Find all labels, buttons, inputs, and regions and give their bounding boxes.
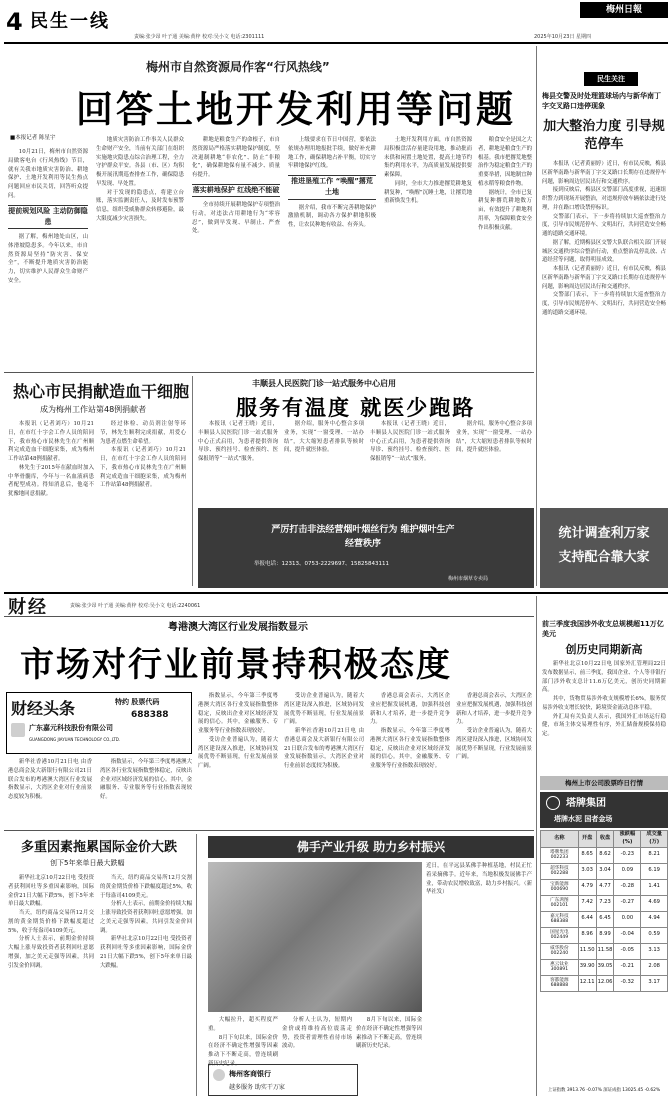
stock-table-row [541, 959, 668, 975]
gold-headline: 多重因素拖累国际金价大跌 [20, 840, 177, 855]
stock-table-cell: 4.69 [641, 895, 668, 911]
company-logo-icon [11, 723, 25, 737]
tobacco-ad [198, 508, 534, 588]
stock-table-cell: 4.79 [578, 879, 596, 895]
stock-table-row [541, 911, 668, 927]
stock-table-cell: 4.77 [596, 879, 614, 895]
stock-table-cell: 8.21 [641, 847, 668, 863]
finance-column-5: 香港总商会表示，大湾区企业应把握发展机遇，加强科技创新和人才培养，进一步提升竞争力。 指数显示，今年第三季度粤港澳大湾区各行业发展指数整体稳定，反映出企业对区域经济发展的信心。其中，金融服务、专业服务等行业指数表现较好。 [370, 693, 450, 769]
stock-table-row [541, 895, 668, 911]
blood-divider [192, 376, 193, 586]
mkt-kicker: 前三季度我国涉外收支总规模超11万亿美元 [542, 620, 664, 638]
stock-table-cell: 8.99 [596, 927, 614, 943]
serve-column-1: 本报讯（记者王晓）近日，丰顺县人民医院门诊一站式服务中心正式启用，为患者提供咨询导诊、预约挂号、检查预约、医保报销等“一站式”服务。 [198, 421, 278, 462]
fosan-caption: 近日，在平远县某佛手种植基地，村民正忙着采摘佛手。近年来，当地积极发展佛手产业，带动农民增收致富，助力乡村振兴。（新华社发） [426, 863, 532, 896]
finance-column-2: 指数显示，今年第三季度粤港澳大湾区各行业发展指数整体稳定，反映出企业对区域经济发展的信心。其中，金融服务、专业服务等行业指数表现较好。 [100, 759, 192, 800]
stock-table-cell: -0.27 [614, 895, 641, 911]
blood-column-1: 本报讯（记者刘巧）10月21日，在市红十字会工作人员的陪同下，我市热心市民林先生在广州顺利完成造血干细胞采集，成为梅州工作站第48例捐献者。 林先生于2015年在献血时加入中华骨髓库，今年与一名血液病患者配型成功。得知消息后，他毫不犹豫地同意捐献。 [8, 421, 94, 497]
stock-table-cell: -0.28 [614, 879, 641, 895]
stock-table-cell: 7.42 [578, 895, 596, 911]
stock-table-caption: 梅州上市公司股票昨日行情 [540, 776, 668, 790]
finance-kicker: 粤港澳大湾区行业发展指数显示 [168, 622, 308, 633]
gold-column-1: 新华社北京10月22日电 受投资者获利回吐等多重因素影响，国际金价21日大幅下跌5%，创下5年来单日最大跌幅。 当天，纽约商品交易所12月交割的黄金期货价格下跌幅度超过5%，收于每盎司4109美元。 分析人士表示，前期金价持续大幅上涨导致投资者获利回吐意愿增强，加之美元走强等因素，共同引发金价回调。 [8, 875, 94, 969]
finance-column-6: 香港总商会表示，大湾区企业应把握发展机遇，加强科技创新和人才培养，进一步提升竞争力。 受访企业普遍认为，随着大湾区建设深入推进，区域协同发展优势不断显现，行业发展前景广阔。 [456, 693, 532, 761]
stock-table-header-cell: 成交量(万) [641, 831, 668, 848]
right-headline: 加大整治力度 引导规范停车 [543, 119, 665, 153]
group-banner [540, 792, 668, 828]
fosan-photo [208, 862, 422, 1012]
finance-column-1: 新华社香港10月21日电 由香港总商会及大新银行有限公司21日联合发布的粤港澳大湾区行业发展指数显示，大湾区企业对行业前景态度较为积极。 [8, 759, 92, 800]
stock-table-header [541, 831, 668, 848]
stock-table-header-cell: 名称 [541, 831, 579, 848]
blood-headline: 热心市民捐献造血干细胞 [12, 382, 189, 401]
bank-ad [208, 1064, 358, 1096]
gold-column-2: 当天，纽约商品交易所12月交割的黄金期货价格下跌幅度超过5%，收于每盎司4109美元。 分析人士表示，前期金价持续大幅上涨导致投资者获利回吐意愿增强，加之美元走强等因素，共同引发金价回调。 新华社北京10月22日电 受投资者获利回吐等多重因素影响，国际金价21日大幅下跌5%，创下5年来单日最大跌幅。 [100, 875, 192, 969]
stock-table-cell: 6.45 [596, 911, 614, 927]
finance-headlines-title: 财经头条 [11, 699, 76, 718]
serve-headline: 服务有温度 就医少跑路 [236, 395, 476, 420]
stock-table-cell: 嘉元科技 688388 [541, 911, 579, 927]
stats-ad-line-2: 支持配合靠大家 [558, 550, 650, 565]
stock-table-row [541, 863, 668, 879]
stock-table-cell: 3.17 [641, 975, 668, 991]
lead-column-3: 耕地是粮食生产的命根子，市自然资源局严格落实耕地保护制度，坚决遏制耕地“非农化”、防止“非粮化”，确保耕地保有量不减少、质量有提升。 落实耕地保护 红线绝不能破 全市持续开展耕地保护专项整治行动，对违法占用耕地行为“零容忍”，做到早发现、早制止、严查处。 [192, 137, 280, 235]
fosan-column-2: 分析人士认为，短期内金价或将维持高位震荡走势，投资者需理性看待市场波动。 [282, 1017, 352, 1050]
serve-column-2: 据介绍，服务中心整合多项业务，实现“一窗受理、一站办结”，大大缩短患者排队等候时间，提升就医体验。 [284, 421, 364, 454]
stock-table-cell: -0.23 [614, 847, 641, 863]
lead-column-1: 10月21日，梅州市自然资源局做客电台《行风热线》节目，就有关我市地质灾害防治、耕地保护、土地开发利用等民生热点问题回应市民关切，回答听众提问。 提前规划风险 主动防御隐患 据了解，梅州地处山区，山体滑坡隐患多。今年以来，市自然资源局坚持“防灾害、保安全”，不断提升地质灾害防治能力，切实维护人民群众生命财产安全。 [8, 149, 88, 284]
stock-table-cell: 0.59 [641, 927, 668, 943]
bank-slogan: 越多服务 助实干万家 [229, 1084, 285, 1091]
stock-table-cell: 11.50 [578, 943, 596, 959]
company-name-en: GUANGDONG JIAYUAN TECHNOLOGY CO.,LTD. [29, 737, 121, 742]
stock-table-cell: 3.04 [596, 863, 614, 879]
lead-headline: 回答土地开发利用等问题 [76, 87, 516, 131]
stock-table-cell: 国星光电 002449 [541, 927, 579, 943]
stock-table-cell: 39.05 [596, 959, 614, 975]
stock-table-cell: 威华股份 002240 [541, 943, 579, 959]
stock-table-cell: 1.41 [641, 879, 668, 895]
group-logo-icon [546, 796, 560, 810]
stock-table-footer: 上证指数 3913.76 -0.07% 深证成指 13025.45 -0.62% [547, 1088, 661, 1093]
lead-column-6: 粮食安全是国之大者，耕地是粮食生产的根基。我市把撂荒地整治作为稳定粮食生产的重要举措，因地制宜种植水稻等粮食作物。 据统计，全市已复耕复种撂荒耕地数万亩，有效提升了耕地利用率，为保障粮食安全作出积极贡献。 [478, 137, 532, 231]
stock-table-cell: 39.90 [578, 959, 596, 975]
stock-table-cell: 宝新能源 000690 [541, 879, 579, 895]
masthead-logo: 梅州日報 [580, 2, 668, 18]
stock-table-cell: 广东鸿图 002101 [541, 895, 579, 911]
stock-table-cell: 0.09 [614, 863, 641, 879]
right-column-divider [536, 46, 537, 586]
bank-name: 梅州客商银行 [229, 1070, 271, 1078]
lead-subhead-1: 提前规划风险 主动防御隐患 [8, 205, 88, 230]
gold-subhead: 创下5年来单日最大跌幅 [50, 859, 125, 867]
finance-right-divider [536, 596, 537, 1096]
lead-column-2: 地质灾害防治工作事关人民群众生命财产安全，当前有关部门在组织实施地灾隐患点综合治理工程，全力守护群众平安。各县（市、区）均积极开展汛期巡查排查工作，确保隐患早发现、早处置。 对于发现的隐患点，将建立台账，落实监测责任人，及时发布预警信息，组织受威胁群众转移避险，最大限度减少灾害损失。 [96, 137, 184, 222]
stock-table-cell: -0.32 [614, 975, 641, 991]
gold-divider [196, 834, 197, 1096]
finance-section-title: 财经 [8, 597, 48, 618]
stock-table-row [541, 847, 668, 863]
blood-column-2: 经过体检、动员剂注射等环节，林先生顺利完成捐献，用爱心为患者点燃生命希望。 本报讯（记者刘巧）10月21日，在市红十字会工作人员的陪同下，我市热心市民林先生在广州顺利完成造血干细胞采集，成为梅州工作站第48例捐献者。 [100, 421, 186, 489]
stock-table-row [541, 943, 668, 959]
fosan-column-1: 大幅拉升，超买程度严重。 8月下旬以来，国际金价在经济不确定性增强等因素推动下不断走高，曾连续刷新历史纪录。 [208, 1017, 278, 1067]
stock-table-cell: 超华科技 002288 [541, 863, 579, 879]
company-name: 广东嘉元科技股份有限公司 [29, 724, 113, 732]
finance-column-3: 指数显示，今年第三季度粤港澳大湾区各行业发展指数整体稳定，反映出企业对区域经济发展的信心。其中，金融服务、专业服务等行业指数表现较好。 受访企业普遍认为，随着大湾区建设深入推进，区域协同发展优势不断显现，行业发展前景广阔。 [198, 693, 278, 769]
tobacco-ad-phone: 举报电话：12313、0753-2229697、15825843111 [254, 561, 389, 567]
editor-line: 责编:张少昂 叶子通 美编:黄梓 校对:吴小文 电话:2301111 [134, 34, 265, 40]
lead-kicker: 梅州市自然资源局作客“行风热线” [146, 60, 330, 74]
tobacco-ad-title: 严厉打击非法经营烟叶烟丝行为 维护烟叶生产经营秩序 [271, 525, 455, 549]
lead-subhead-2: 落实耕地保护 红线绝不能破 [192, 184, 280, 197]
stock-table-cell: 8.96 [578, 927, 596, 943]
stock-table-cell: 2.08 [641, 959, 668, 975]
stock-label: 特约 股票代码 [115, 698, 160, 706]
tobacco-ad-org: 梅州市烟草专卖局 [448, 576, 489, 582]
stock-table-cell: 12.11 [578, 975, 596, 991]
stats-ad [540, 508, 668, 588]
finance-header-rule [4, 616, 534, 617]
group-name: 塔牌集团 [566, 798, 606, 809]
stock-code: 688388 [131, 710, 169, 720]
right-body: 本报讯（记者黄丽婷）近日，有市民反映，梅县区新华南路与新华南丁字交叉路口长期存在违规停车问题，影响周边居民出行和交通秩序。 接到反映后，梅县区交警部门高度重视，迅速组织警力到现场开展整治，对违规停放车辆依法进行处理，并在路口增设禁停标识。 交警部门表示，下一步将持续加大巡查整治力度，引导市民规范停车、文明出行，共同营造安全畅通的道路交通环境。 据了解，近期梅县区交警大队联合相关部门开展城区交通秩序综合整治行动，重点整治乱停乱放、占道经营等问题，取得明显成效。 本报讯（记者黄丽婷）近日，有市民反映，梅县区新华南路与新华南丁字交叉路口长期存在违规停车问题，影响周边居民出行和交通秩序。 交警部门表示，下一步将持续加大巡查整治力度，引导市民规范停车、文明出行，共同营造安全畅通的道路交通环境。 [542, 161, 667, 316]
stock-table-cell: 7.23 [596, 895, 614, 911]
finance-top-rule [4, 592, 668, 594]
stock-table-header-cell: 开盘 [578, 831, 596, 848]
mkt-body: 新华社北京10月22日电 国家外汇管理局22日发布数据显示，前三季度，我国企业、个人等非银行部门涉外收支总计11.6万亿美元，创历史同期新高。 其中，货物贸易涉外收支规模增长6%，服务贸易涉外收支增长较快，跨境资金流动总体平稳。 外汇局有关负责人表示，我国外汇市场运行稳健，市场主体交易理性有序，外汇储备规模保持稳定。 [542, 661, 666, 737]
stock-table [540, 830, 668, 992]
minsheng-label: 民生关注 [584, 72, 638, 86]
lead-byline: ■本报记者 陈星宇 [10, 135, 56, 141]
dateline: 2025年10月23日 星期四 [534, 34, 592, 40]
finance-editor-line: 责编:张少昂 叶子通 美编:黄梓 校对:吴小文 电话:2240061 [70, 603, 201, 609]
stock-table-cell: 11.58 [596, 943, 614, 959]
stock-table-row [541, 879, 668, 895]
page-number: 4 [6, 8, 23, 36]
stock-table-cell: -0.05 [614, 943, 641, 959]
mid-rule [4, 372, 534, 373]
fosan-column-3: 8月下旬以来，国际金价在经济不确定性增强等因素推动下不断走高，曾连续刷新历史纪录。 [356, 1017, 422, 1050]
stock-table-cell: 6.19 [641, 863, 668, 879]
header-rule [4, 42, 668, 44]
stock-table-cell: -0.04 [614, 927, 641, 943]
stock-table-cell: 8.65 [578, 847, 596, 863]
stock-table-cell: 客都能源 688888 [541, 975, 579, 991]
finance-column-4: 受访企业普遍认为，随着大湾区建设深入推进，区域协同发展优势不断显现，行业发展前景广阔。 新华社香港10月21日电 由香港总商会及大新银行有限公司21日联合发布的粤港澳大湾区行业发展指数显示，大湾区企业对行业前景态度较为积极。 [284, 693, 364, 769]
serve-kicker: 丰顺县人民医院门诊一站式服务中心启用 [252, 379, 396, 388]
stock-table-cell: 3.03 [578, 863, 596, 879]
section-title: 民生一线 [30, 11, 110, 32]
finance-headline: 市场对行业前景持积极态度 [20, 645, 452, 685]
mkt-headline: 创历史同期新高 [565, 643, 643, 656]
serve-column-4: 据介绍，服务中心整合多项业务，实现“一窗受理、一站办结”，大大缩短患者排队等候时间，提升就医体验。 [456, 421, 532, 454]
stock-table-row [541, 927, 668, 943]
stock-table-cell: 4.94 [641, 911, 668, 927]
stock-table-cell: 8.62 [596, 847, 614, 863]
stock-table-cell: 12.06 [596, 975, 614, 991]
stats-ad-line-1: 统计调查利万家 [558, 526, 650, 541]
page-header [0, 0, 672, 40]
lead-subhead-3: 推进垦殖工作 “唤醒”撂荒土地 [288, 175, 376, 200]
finance-headlines-box [6, 692, 192, 754]
right-kicker: 梅县交警及时处理篮球场内与新华南丁字交叉路口违停现象 [542, 92, 661, 110]
bank-logo-icon [213, 1069, 225, 1081]
stock-table-cell: 0.00 [614, 911, 641, 927]
stock-table-header-cell: 涨跌幅(%) [614, 831, 641, 848]
group-subtitle: 塔牌水泥 国者金场 [554, 815, 613, 823]
stock-table-row [541, 975, 668, 991]
stock-table-cell: 3.13 [641, 943, 668, 959]
lead-column-4: 上级要求在节日中国营，要依法依规办理用地报批手续，做好补充耕地工作，确保耕地占补平衡，切实守牢耕地保护红线。 推进垦殖工作 “唤醒”撂荒土地 据介绍，我市不断完善耕地保护激励机制，调动各方保护耕地积极性，让农民种地有收益、有奔头。 [288, 137, 376, 229]
finance-mid-rule [4, 830, 534, 831]
fosan-headline: 佛手产业升级 助力乡村振兴 [208, 836, 534, 858]
serve-column-3: 本报讯（记者王晓）近日，丰顺县人民医院门诊一站式服务中心正式启用，为患者提供咨询导诊、预约挂号、检查预约、医保报销等“一站式”服务。 [370, 421, 450, 462]
stock-table-cell: 惠云钛业 300891 [541, 959, 579, 975]
stock-table-cell: -0.21 [614, 959, 641, 975]
blood-subhead: 成为梅州工作站第48例捐献者 [40, 405, 147, 414]
stock-table-cell: 塔牌集团 002233 [541, 847, 579, 863]
lead-column-5: 土地开发利用方面，市自然资源局积极盘活存量建设用地，推动批而未供和闲置土地处置，提高土地节约集约利用水平，为高质量发展提供要素保障。 同时，全市大力推进撂荒耕地复耕复种，“唤醒”沉睡土地，让撂荒地重新焕发生机。 [384, 137, 472, 205]
stock-table-header-cell: 收盘 [596, 831, 614, 848]
stock-table-cell: 6.44 [578, 911, 596, 927]
